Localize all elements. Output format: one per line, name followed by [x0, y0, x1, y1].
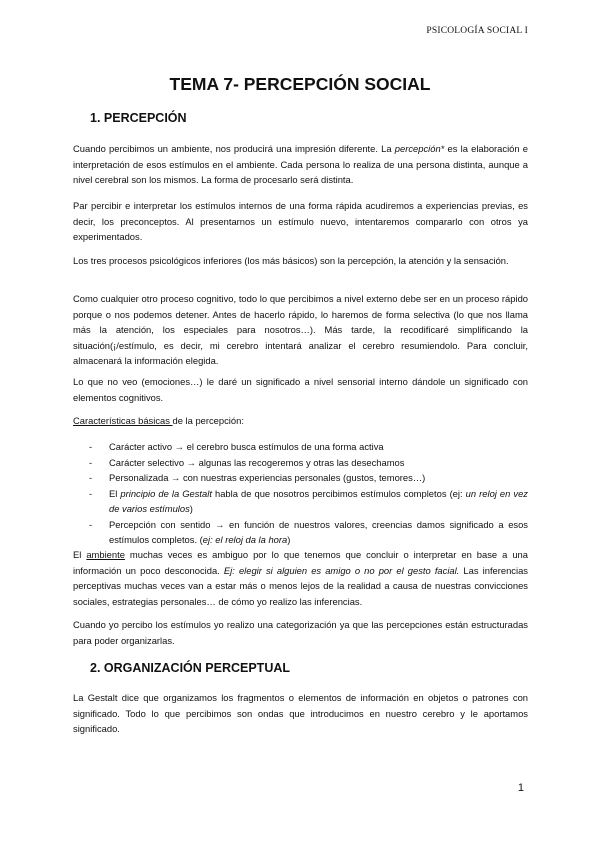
example-gesto: Ej: elegir si alguien es amigo o no por el gesto facial. [223, 564, 460, 576]
page-title: TEMA 7- PERCEPCIÓN SOCIAL [169, 74, 431, 94]
term-ambiente: ambiente [86, 549, 125, 560]
paragraph-intro-text-a: Cuando percibimos un ambiente, nos producirá una impresión diferente. La [73, 143, 395, 154]
list-item: - Carácter activo → el cerebro busca estímulos de una forma activa [89, 441, 384, 452]
paragraph-gestalt: La Gestalt dice que organizamos los fragmentos o elementos de información en objetos o patrones con significado. Todo lo que percibimos son ondas que introducimos en nuestro cerebro y le aportamos significado. [73, 692, 528, 734]
running-header: PSICOLOGÍA SOCIAL I [426, 26, 528, 36]
example-reloj: un reloj en vez de varios estímulos [109, 487, 528, 514]
characteristics-list [73, 439, 528, 548]
paragraph-ambiente-text: muchas veces es ambiguo por lo que tenemos que concluir o interpretar en base a una información un poco desconocida. [73, 549, 528, 576]
section-heading-percepcion: 1. PERCEPCIÓN [90, 111, 187, 125]
list-item-text: Personalizada → con nuestras experiencias personales (gustos, temores…) [109, 472, 426, 483]
list-item-text: Percepción con sentido → en función de nuestros valores, creencias damos significado a esos estímulos completos. ( [109, 518, 528, 545]
paragraph-preconceptos: Par percibir e interpretar los estímulos internos de una forma rápida acudiremos a experiencias previas, es decir, los preconceptos. Al presentarnos un estímulo nuevo, intentaremos compararlo con otros ya experimentados. [73, 200, 528, 242]
list-item-text: ) [189, 503, 193, 514]
paragraph-ambiente-text: Las inferencias perceptivas muchas veces van a estar más o menos lejos de la realidad a causa de nuestras convicciones sociales, estrategias personales… de cómo yo realizo las inferencias. [73, 564, 528, 607]
term-gestalt: principio de la Gestalt [120, 487, 212, 499]
paragraph-intro [73, 141, 528, 188]
characteristics-label: Características básicas [73, 415, 173, 426]
list-item-text: habla de que nosotros percibimos estímulos completos (ej: [211, 487, 466, 499]
page-number: 1 [517, 782, 524, 794]
paragraph-procesos: Los tres procesos psicológicos inferiores (los más básicos) son la percepción, la atención y la sensación. [73, 255, 509, 266]
list-item: - El principio de la Gestalt habla de que nosotros percibimos estímulos completos (ej: un reloj en vez de varios estímulos) [89, 487, 528, 514]
characteristics-rest: de la percepción: [172, 415, 244, 426]
list-item: - Carácter selectivo → algunas las recogeremos y otras las desechamos [89, 456, 405, 468]
paragraph-emociones: Lo que no veo (emociones…) le daré un significado a nivel sensorial interno dándole un significado con elementos cognitivos. [73, 376, 528, 403]
paragraph-ambiente [73, 547, 528, 609]
term-percepcion: percepción* [394, 143, 445, 154]
list-item-text: Carácter selectivo → algunas las recogeremos y otras las desechamos [109, 456, 405, 468]
list-item: - Personalizada → con nuestras experiencias personales (gustos, temores…) [89, 472, 426, 483]
list-item-text: ) [287, 534, 291, 545]
list-item-text: Carácter activo → el cerebro busca estímulos de una forma activa [109, 441, 384, 452]
example-hora: ej: el reloj da la hora [202, 534, 288, 545]
list-item-text: El [109, 487, 121, 499]
paragraph-categorizacion: Cuando yo percibo los estímulos yo realizo una categorización ya que las percepciones están estructuradas para poder organizarlas. [73, 619, 528, 646]
section-heading-organizacion: 2. ORGANIZACIÓN PERCEPTUAL [90, 661, 291, 675]
paragraph-proceso-cognitivo: Como cualquier otro proceso cognitivo, todo lo que percibimos a nivel externo debe ser en un proceso rápido porque o nos podemos detener. Antes de hacerlo rápido, lo haremos de forma selectiva (lo que nos llama más la atención, los especiales para nosotros…). Más tarde, la recodificaré simplificando la situación(¡/estímulo, es decir, mi cerebro intentará analizar el cerebro resumiendolo. Para concluir, almacenará la información elegida. [73, 293, 528, 366]
list-item: - Percepción con sentido → en función de nuestros valores, creencias damos significado a esos estímulos completos. (ej: el reloj da la hora) [89, 518, 528, 545]
paragraph-intro-text-c: es la elaboración e interpretación de esos estímulos en el ambiente. Cada persona lo realiza de una persona distinta, aunque a nivel cerebral son los mismos. La forma de procesarlo será distinta. [73, 143, 529, 185]
characteristics-intro [73, 413, 528, 429]
paragraph-ambiente-text: El [73, 549, 87, 560]
